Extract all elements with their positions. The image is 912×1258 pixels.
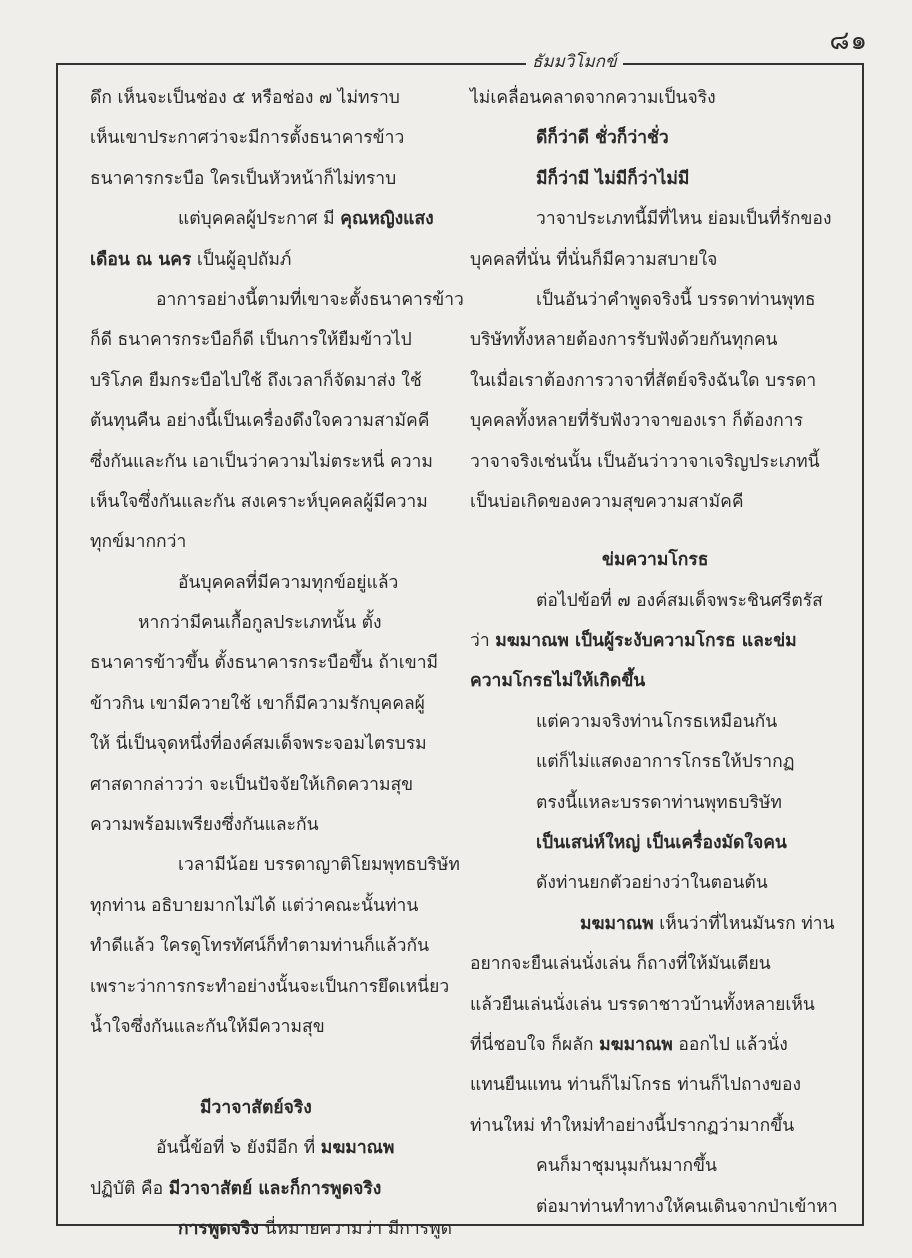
section-heading: ข่มความโกรธ — [602, 550, 709, 571]
running-header: ธัมมวิโมกข์ — [526, 48, 623, 75]
text-line: ก็ดี ธนาคารกระบือก็ดี เป็นการให้ยืมข้าวไป — [90, 330, 412, 351]
text-line: ดีก็ว่าดี ชั่วก็ว่าชั่ว — [536, 128, 669, 149]
page-number: ๘๑ — [829, 26, 868, 56]
text-line: แต่ก็ไม่แสดงอาการโกรธให้ปรากฏ — [536, 752, 795, 773]
text-line: ดังท่านยกตัวอย่างว่าในตอนต้น — [536, 873, 768, 894]
text-line: เห็นเขาประกาศว่าจะมีการตั้งธนาคารข้าว — [90, 128, 405, 149]
text-line: ความโกรธไม่ให้เกิดขึ้น — [470, 671, 646, 692]
text-line: เป็นบ่อเกิดของความสุขความสามัคคี — [470, 491, 744, 512]
text-line: ธนาคารกระบือ ใครเป็นหัวหน้าก็ไม่ทราบ — [90, 168, 397, 189]
text-line: อาการอย่างนี้ตามที่เขาจะตั้งธนาคารข้าว — [156, 289, 464, 310]
left-column — [90, 78, 464, 1249]
text-line: คนก็มาชุมนุมกันมากขึ้น — [536, 1156, 717, 1177]
text-line: ตรงนี้แหละบรรดาท่านพุทธบริษัท — [536, 792, 782, 813]
text-line: มีก็ว่ามี ไม่มีก็ว่าไม่มี — [536, 168, 690, 189]
text-line: ทำดีแล้ว ใครดูโทรทัศน์ก็ทำตามท่านก็แล้วกัน — [90, 936, 430, 957]
text-line: บุคคลที่นั่น ที่นั่นก็มีความสบายใจ — [470, 249, 718, 270]
text-line: ต่อมาท่านทำทางให้คนเดินจากป่าเข้าหา — [536, 1196, 838, 1217]
text-line: มฆมาณพ เห็นว่าที่ไหนมันรก ท่าน — [580, 913, 835, 934]
text-line: ปฏิบัติ คือ มีวาจาสัตย์ และก็การพูดจริง — [90, 1178, 382, 1199]
text-line: อยากจะยืนเล่นนั่งเล่น ก็ถางที่ให้มันเตียน — [470, 954, 771, 975]
text-line: เวลามีน้อย บรรดาญาติโยมพุทธบริษัท — [178, 855, 460, 876]
text-line: อันบุคคลที่มีความทุกข์อยู่แล้ว — [178, 572, 399, 593]
text-line: ต้นทุนคืน อย่างนี้เป็นเครื่องดึงใจความสามัคคี — [90, 411, 430, 432]
section-heading: มีวาจาสัตย์จริง — [200, 1097, 312, 1118]
text-line: อันนี้ข้อที่ ๖ ยังมีอีก ที่ มฆมาณพ — [156, 1138, 395, 1159]
text-line: ท่านใหม่ ทำใหม่ทำอย่างนี้ปรากฏว่ามากขึ้น — [470, 1115, 795, 1136]
text-line: แทนยืนแทน ท่านก็ไม่โกรธ ท่านก็ไปถางของ — [470, 1075, 802, 1096]
text-line: วาจาจริงเช่นนั้น เป็นอันว่าวาจาเจริญประเภทนี้ — [470, 451, 820, 472]
text-line: เป็นอันว่าคำพูดจริงนี้ บรรดาท่านพุทธ — [536, 289, 816, 310]
text-line: แต่บุคคลผู้ประกาศ มี คุณหญิงแสง — [178, 209, 434, 230]
text-line: ต่อไปข้อที่ ๗ องค์สมเด็จพระชินศรีตรัส — [536, 590, 823, 611]
text-line: ไม่เคลื่อนคลาดจากความเป็นจริง — [470, 88, 716, 108]
text-line: เห็นใจซึ่งกันและกัน สงเคราะห์บุคคลผู้มีความ — [90, 491, 428, 512]
text-line: ข้าวกิน เขามีควายใช้ เขาก็มีความรักบุคคลผู้ — [90, 693, 425, 714]
text-line: ที่นี่ชอบใจ ก็ผลัก มฆมาณพ ออกไป แล้วนั่ง — [470, 1034, 788, 1055]
text-line: ความพร้อมเพรียงซึ่งกันและกัน — [90, 815, 319, 836]
text-line: การพูดจริง นี่หมายความว่า มีการพูด — [178, 1218, 452, 1239]
text-line: เดือน ณ นคร เป็นผู้อุปถัมภ์ — [90, 249, 292, 270]
text-line: แล้วยืนเล่นนั่งเล่น บรรดาชาวบ้านทั้งหลายเห็น — [470, 994, 815, 1015]
text-line: เป็นเสน่ห์ใหญ่ เป็นเครื่องมัดใจคน — [536, 833, 787, 854]
text-line: ดึก เห็นจะเป็นช่อง ๕ หรือช่อง ๗ ไม่ทราบ — [90, 88, 400, 108]
text-line: ซึ่งกันและกัน เอาเป็นว่าความไม่ตระหนี่ ความ — [90, 451, 433, 472]
text-line: ศาสดากล่าวว่า จะเป็นปัจจัยให้เกิดความสุข — [90, 774, 414, 795]
text-line: น้ำใจซึ่งกันและกันให้มีความสุข — [90, 1016, 325, 1037]
text-line: บริษัททั้งหลายต้องการรับฟังด้วยกันทุกคน — [470, 330, 778, 351]
text-line: ในเมื่อเราต้องการวาจาที่สัตย์จริงฉันใด บรรดา — [470, 370, 817, 391]
right-column — [470, 78, 848, 1227]
text-line: บุคคลทั้งหลายที่รับฟังวาจาของเรา ก็ต้องการ — [470, 411, 804, 432]
text-line: บริโภค ยืมกระบือไปใช้ ถึงเวลาก็จัดมาส่ง ใช้ — [90, 370, 422, 391]
text-line: ทุกข์มากกว่า — [90, 532, 187, 553]
text-line: ทุกท่าน อธิบายมากไม่ได้ แต่ว่าคณะนั้นท่าน — [90, 895, 419, 916]
text-line: เพราะว่าการกระทำอย่างนั้นจะเป็นการยึดเหนี่ยว — [90, 976, 450, 997]
text-line: ธนาคารข้าวขึ้น ตั้งธนาคารกระบือขึ้น ถ้าเขามี — [90, 653, 439, 674]
text-line: ว่า มฆมาณพ เป็นผู้ระงับความโกรธ และข่ม — [470, 631, 797, 652]
text-line: แต่ความจริงท่านโกรธเหมือนกัน — [536, 711, 778, 732]
text-line: วาจาประเภทนี้มีที่ไหน ย่อมเป็นที่รักของ — [536, 209, 832, 230]
text-line: ให้ นี่เป็นจุดหนึ่งที่องค์สมเด็จพระจอมไตรบรม — [90, 734, 427, 755]
text-line: หากว่ามีคนเกื้อกูลประเภทนั้น ตั้ง — [138, 613, 382, 634]
